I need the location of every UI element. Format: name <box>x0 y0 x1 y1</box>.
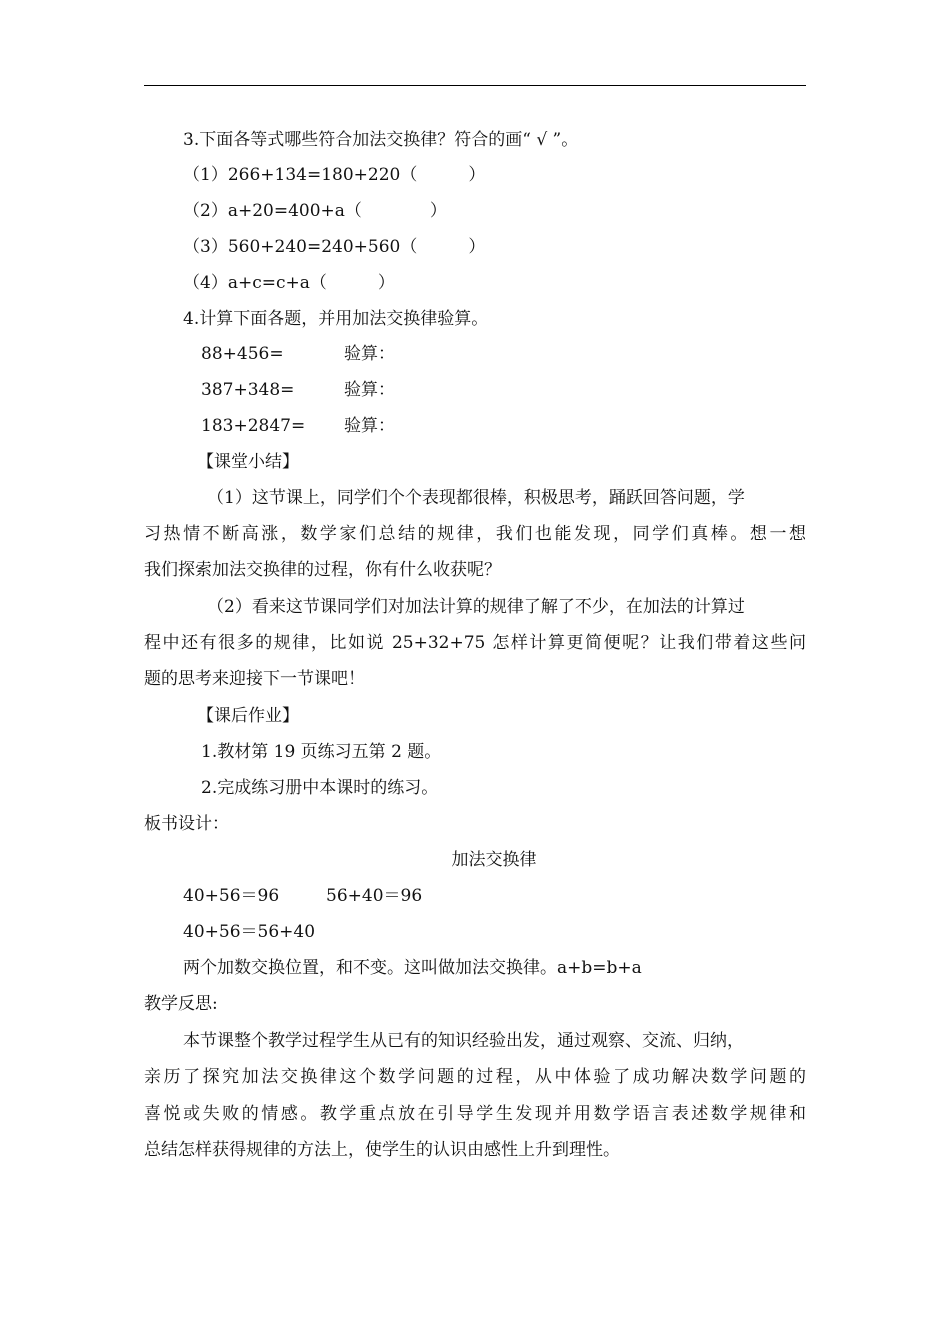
q3-item-1: （1）266+134=180+220（ ） <box>183 165 486 185</box>
homework-item-2: 2.完成练习册中本课时的练习。 <box>201 778 439 798</box>
reflection-line-3: 喜悦或失败的情感。教学重点放在引导学生发现并用数学语言表述数学规律和 <box>144 1104 806 1124</box>
reflection-label: 教学反思: <box>144 994 218 1014</box>
board-rule: 两个加数交换位置，和不变。这叫做加法交换律。a+b=b+a <box>183 958 642 978</box>
header-rule <box>144 85 806 86</box>
q4-check-2: 验算： <box>344 380 395 400</box>
board-eq-3: 40+56＝56+40 <box>183 922 316 942</box>
q4-expr-1: 88+456= <box>201 344 284 364</box>
q4-title: 4.计算下面各题，并用加法交换律验算。 <box>183 309 489 329</box>
board-eq-2: 56+40＝96 <box>326 886 423 906</box>
board-label: 板书设计： <box>144 814 229 834</box>
summary-p2-line2: 程中还有很多的规律，比如说 25+32+75 怎样计算更简便呢？让我们带着这些问 <box>144 633 806 653</box>
q3-title: 3.下面各等式哪些符合加法交换律？符合的画“ √ ”。 <box>183 130 579 150</box>
q4-expr-3: 183+2847= <box>201 416 306 436</box>
reflection-line-2: 亲历了探究加法交换律这个数学问题的过程，从中体验了成功解决数学问题的 <box>144 1067 806 1087</box>
q3-item-4: （4）a+c=c+a（ ） <box>183 273 395 293</box>
summary-p1-line1: （1）这节课上，同学们个个表现都很棒，积极思考，踊跃回答问题，学 <box>207 488 745 508</box>
summary-p2-line3: 题的思考来迎接下一节课吧！ <box>144 669 365 689</box>
homework-heading: 【课后作业】 <box>197 706 299 726</box>
board-title: 加法交换律 <box>451 850 537 870</box>
homework-item-1: 1.教材第 19 页练习五第 2 题。 <box>201 742 442 762</box>
board-eq-1: 40+56＝96 <box>183 886 280 906</box>
q3-item-3: （3）560+240=240+560（ ） <box>183 237 486 257</box>
summary-p1-line3: 我们探索加法交换律的过程，你有什么收获呢？ <box>144 560 501 580</box>
reflection-line-1: 本节课整个教学过程学生从已有的知识经验出发，通过观察、交流、归纳， <box>183 1031 744 1051</box>
q3-item-2: （2）a+20=400+a（ ） <box>183 201 447 221</box>
q4-check-1: 验算： <box>344 344 395 364</box>
summary-heading: 【课堂小结】 <box>197 452 299 472</box>
summary-p2-line1: （2）看来这节课同学们对加法计算的规律了解了不少，在加法的计算过 <box>207 597 745 617</box>
q4-expr-2: 387+348= <box>201 380 295 400</box>
reflection-line-4: 总结怎样获得规律的方法上，使学生的认识由感性上升到理性。 <box>144 1140 620 1160</box>
summary-p1-line2: 习热情不断高涨，数学家们总结的规律，我们也能发现，同学们真棒。想一想 <box>144 524 806 544</box>
q4-check-3: 验算： <box>344 416 395 436</box>
